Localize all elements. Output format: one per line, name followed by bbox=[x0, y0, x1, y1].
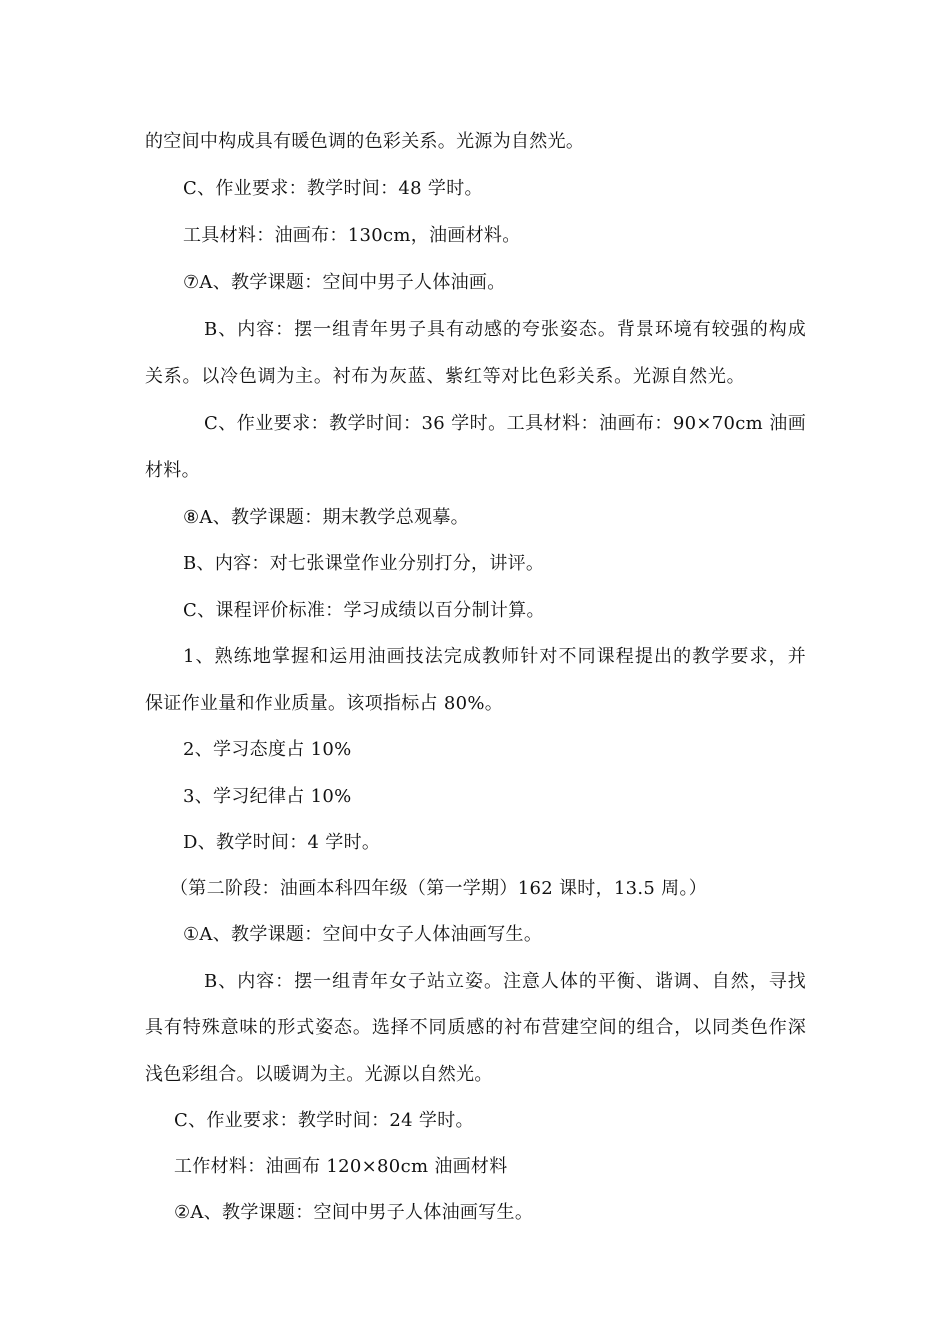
text-line: 保证作业量和作业质量。该项指标占 80%。 bbox=[145, 693, 504, 714]
text-line: 工具材料：油画布：130cm，油画材料。 bbox=[183, 225, 521, 246]
text-line: C、作业要求：教学时间：48 学时。 bbox=[183, 178, 483, 199]
text-line: ⑦A、教学课题：空间中男子人体油画。 bbox=[183, 272, 506, 293]
text-line: 材料。 bbox=[145, 460, 200, 481]
text-line: 浅色彩组合。以暖调为主。光源以自然光。 bbox=[145, 1064, 493, 1085]
text-line: B、内容：摆一组青年女子站立姿。注意人体的平衡、谐调、自然，寻找 bbox=[204, 971, 806, 992]
text-line: （第二阶段：油画本科四年级（第一学期）162 课时，13.5 周。） bbox=[170, 878, 708, 899]
text-line: ①A、教学课题：空间中女子人体油画写生。 bbox=[183, 924, 543, 945]
text-line: B、内容：摆一组青年男子具有动感的夸张姿态。背景环境有较强的构成 bbox=[204, 319, 806, 340]
text-line: 具有特殊意味的形式姿态。选择不同质感的衬布营建空间的组合，以同类色作深 bbox=[145, 1017, 806, 1038]
text-line: C、作业要求：教学时间：24 学时。 bbox=[174, 1110, 474, 1131]
text-line: 的空间中构成具有暖色调的色彩关系。光源为自然光。 bbox=[145, 131, 585, 152]
text-line: C、作业要求：教学时间：36 学时。工具材料：油画布：90×70cm 油画 bbox=[204, 413, 806, 434]
text-line: D、教学时间：4 学时。 bbox=[183, 832, 381, 853]
text-line: 2、学习态度占 10% bbox=[183, 739, 352, 760]
text-line: ⑧A、教学课题：期末教学总观摹。 bbox=[183, 507, 469, 528]
text-line: 3、学习纪律占 10% bbox=[183, 786, 352, 807]
text-line: 关系。以冷色调为主。衬布为灰蓝、紫红等对比色彩关系。光源自然光。 bbox=[145, 366, 745, 387]
text-line: B、内容：对七张课堂作业分别打分，讲评。 bbox=[183, 553, 545, 574]
text-line: 1、熟练地掌握和运用油画技法完成教师针对不同课程提出的教学要求，并 bbox=[183, 646, 806, 667]
text-line: C、课程评价标准：学习成绩以百分制计算。 bbox=[183, 600, 545, 621]
text-line: 工作材料：油画布 120×80cm 油画材料 bbox=[174, 1156, 508, 1177]
text-line: ②A、教学课题：空间中男子人体油画写生。 bbox=[174, 1202, 534, 1223]
